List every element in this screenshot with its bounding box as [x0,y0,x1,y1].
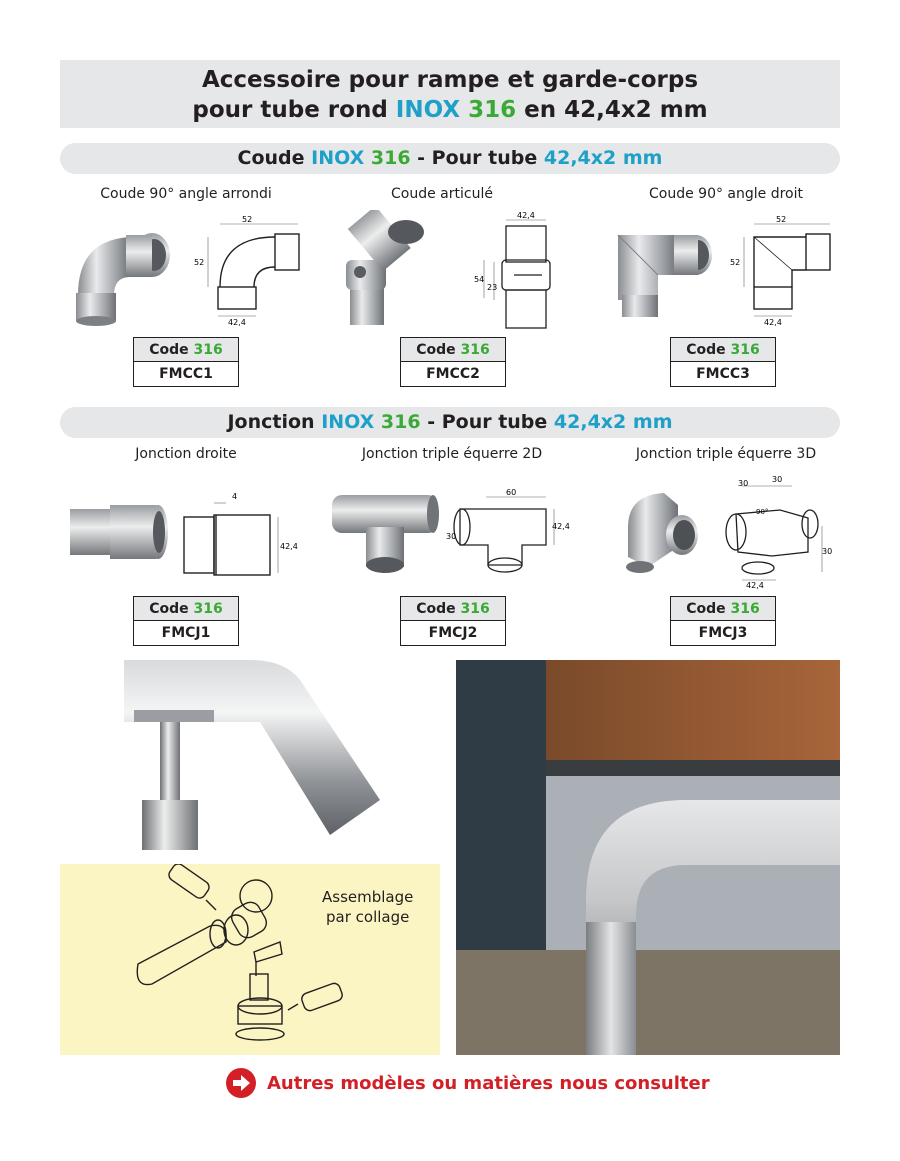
handrail-closeup-photo [60,660,440,850]
dim-60: 60 [506,488,517,497]
section-jonction-inox: INOX [321,411,375,433]
section-title-jonction [60,407,840,438]
code-table-fmcj2 [400,596,506,646]
dim-424: 42,4 [552,522,570,531]
dim-4: 4 [232,492,238,501]
page-title-line2 [60,95,840,125]
code-value: FMCJ1 [134,621,238,645]
elbow-square-drawing [728,212,838,332]
code-table-fmcc3 [670,337,776,387]
code-table-fmcj3 [670,596,776,646]
dim-23: 23 [487,283,498,292]
caption-fmcc2: Coude articulé [391,186,493,202]
code-table-fmcj1 [133,596,239,646]
dim-52-top: 52 [776,215,787,224]
code-grade: 316 [460,342,490,358]
code-label: Code [149,342,189,358]
assembly-diagram [60,864,440,1055]
section-jonction-label: Jonction [227,411,322,433]
tee-3d-photo [618,487,698,577]
section-title-coude [60,143,840,174]
dim-52-top: 52 [242,215,253,224]
section-coude-for: - Pour tube [410,147,544,169]
dim-52-side: 52 [194,258,205,267]
code-grade: 316 [460,601,490,617]
code-label: Code [686,601,726,617]
dim-30-c: 30 [822,547,833,556]
code-label: Code [416,601,456,617]
code-header [401,597,505,621]
code-grade: 316 [193,601,223,617]
tee-2d-photo [328,487,443,582]
section-jonction-size: 42,4x2 mm [553,411,673,433]
page-title-line1: Accessoire pour rampe et garde-corps [201,67,699,93]
code-value: FMCC3 [671,362,775,386]
title-316: 316 [468,97,517,123]
code-header [671,597,775,621]
dim-30-b: 30 [772,475,783,484]
tee-2d-drawing [446,487,571,582]
tee-3d-drawing [714,472,840,592]
railing-building-photo [456,660,840,1055]
dim-424: 42,4 [517,211,535,220]
assembly-label-line2: par collage [326,908,410,926]
assembly-label-line1: Assemblage [322,888,414,906]
code-value: FMCC2 [401,362,505,386]
straight-joint-drawing [176,487,306,577]
code-grade: 316 [193,342,223,358]
section-jonction-for: - Pour tube [420,411,554,433]
elbow-square-photo [608,215,718,325]
caption-fmcj2: Jonction triple équerre 2D [361,446,543,462]
title-text: pour tube rond [192,97,396,123]
caption-fmcj3: Jonction triple équerre 3D [635,446,817,462]
code-header [134,597,238,621]
code-label: Code [686,342,726,358]
section-coude-label: Coude [237,147,312,169]
dim-52-side: 52 [730,258,741,267]
code-value: FMCC1 [134,362,238,386]
dim-90-angle: 90° [756,508,769,516]
straight-joint-photo [66,497,176,567]
section-jonction-grade: 316 [380,411,421,433]
code-label: Code [416,342,456,358]
elbow-rounded-photo [60,215,175,330]
arrow-right-circle-icon [225,1067,257,1099]
caption-fmcc1: Coude 90° angle arrondi [100,186,272,202]
code-grade: 316 [730,342,760,358]
code-table-fmcc2 [400,337,506,387]
title-inox: INOX [395,97,461,123]
code-header [134,338,238,362]
code-value: FMCJ2 [401,621,505,645]
dim-30-a: 30 [738,479,749,488]
code-table-fmcc1 [133,337,239,387]
dim-54: 54 [474,275,485,284]
title-size: en 42,4x2 mm [516,97,708,123]
footer-link[interactable] [225,1067,710,1099]
section-coude-grade: 316 [370,147,411,169]
dim-424: 42,4 [280,542,298,551]
elbow-rounded-drawing [190,212,300,332]
code-header [671,338,775,362]
code-value: FMCJ3 [671,621,775,645]
dim-424: 42,4 [764,318,782,327]
elbow-articulated-drawing [472,210,562,332]
code-label: Code [149,601,189,617]
section-coude-inox: INOX [311,147,365,169]
dim-424: 42,4 [228,318,246,327]
caption-fmcc3: Coude 90° angle droit [649,186,803,202]
page-header [60,60,840,128]
code-header [401,338,505,362]
dim-424: 42,4 [746,581,764,590]
elbow-articulated-photo [340,210,440,330]
code-grade: 316 [730,601,760,617]
section-coude-size: 42,4x2 mm [543,147,663,169]
caption-fmcj1: Jonction droite [135,446,237,462]
footer-text: Autres modèles ou matières nous consulter [267,1072,710,1094]
dim-30: 30 [446,532,457,541]
